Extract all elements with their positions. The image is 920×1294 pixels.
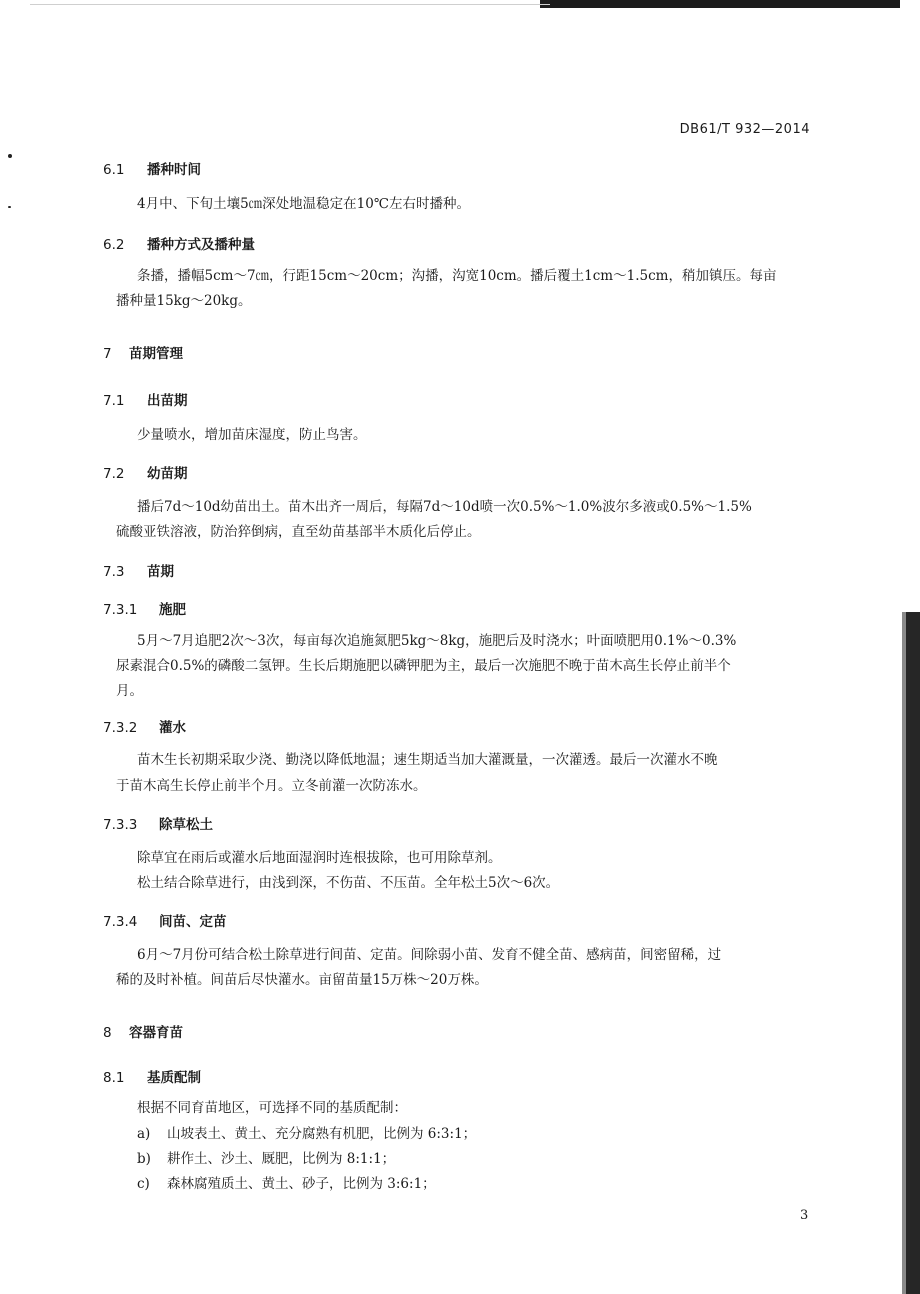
paragraph-continued: 硫酸亚铁溶液，防治猝倒病，直至幼苗基部半木质化后停止。 [116,524,481,540]
section-title: 间苗、定苗 [159,914,227,930]
scan-edge-line [30,4,550,5]
paragraph: 苗木生长初期采取少浇、勤浇以降低地温；速生期适当加大灌溉量，一次灌透。最后一次灌水不晚 [137,752,718,768]
paragraph: 6月～7月份可结合松土除草进行间苗、定苗。间除弱小苗、发育不健全苗、感病苗，间密留稀，过 [137,947,722,963]
heading-7-3-3 [103,813,213,833]
paragraph-continued: 播种量15kg～20kg。 [116,293,252,309]
section-number: 8 [103,1025,112,1041]
section-number: 7 [103,346,112,362]
section-title: 灌水 [159,720,186,736]
section-number: 8.1 [103,1070,125,1086]
list-marker: c) [137,1176,150,1192]
section-number: 6.1 [103,162,125,178]
section-title: 播种方式及播种量 [147,237,255,253]
section-number: 6.2 [103,237,125,253]
list-intro: 根据不同育苗地区，可选择不同的基质配制： [137,1100,407,1116]
section-title: 基质配制 [147,1070,201,1086]
section-number: 7.3.2 [103,720,138,736]
standard-code: DB61/T 932—2014 [679,122,810,137]
section-number: 7.2 [103,466,125,482]
section-title: 出苗期 [147,393,188,409]
list-item [137,1122,476,1147]
scan-speck [8,154,12,158]
section-number: 7.3 [103,564,125,580]
paragraph: 播后7d～10d幼苗出土。苗木出齐一周后，每隔7d～10d喷一次0.5%～1.0%波尔多液或0.5%～1.5% [137,499,752,515]
heading-7-3-4 [103,910,227,930]
section-title: 播种时间 [147,162,201,178]
paragraph: 松土结合除草进行，由浅到深，不伤苗、不压苗。全年松土5次～6次。 [137,875,560,891]
paragraph-continued: 尿素混合0.5%的磷酸二氢钾。生长后期施肥以磷钾肥为主，最后一次施肥不晚于苗木高生长停止前半个 [116,658,731,674]
heading-7-3-1 [103,598,186,618]
paragraph: 5月～7月追肥2次～3次，每亩每次追施氮肥5kg～8kg，施肥后及时浇水；叶面喷肥用0.1%～0.3% [137,633,737,649]
list-marker: a) [137,1126,151,1142]
paragraph: 除草宜在雨后或灌水后地面湿润时连根拔除，也可用除草剂。 [137,850,502,866]
heading-8-1 [103,1066,201,1086]
section-title: 苗期 [147,564,174,580]
heading-7 [103,342,183,362]
list-item [137,1172,436,1197]
section-number: 7.3.3 [103,817,138,833]
heading-8 [103,1021,183,1041]
paragraph: 4月中、下旬土壤5㎝深处地温稳定在10℃左右时播种。 [137,196,470,212]
scan-edge-right [906,612,920,1294]
section-title: 施肥 [159,602,186,618]
paragraph-continued: 稀的及时补植。间苗后尽快灌水。亩留苗量15万株～20万株。 [116,972,488,988]
list-item-text: 山坡表土、黄土、充分腐熟有机肥，比例为 6:3:1； [167,1126,477,1142]
paragraph-continued: 月。 [116,683,143,699]
heading-7-3 [103,560,174,580]
list-marker: b) [137,1151,151,1167]
page-number: 3 [800,1208,809,1223]
heading-7-3-2 [103,716,186,736]
section-number: 7.1 [103,393,125,409]
heading-6-1 [103,158,201,178]
paragraph: 少量喷水，增加苗床湿度，防止鸟害。 [137,427,367,443]
section-title: 苗期管理 [129,346,183,362]
scan-speck [8,206,11,208]
section-number: 7.3.1 [103,602,138,618]
list-item-text: 耕作土、沙土、厩肥，比例为 8:1:1； [167,1151,396,1167]
section-title: 容器育苗 [129,1025,183,1041]
heading-7-1 [103,389,188,409]
section-title: 除草松土 [159,817,213,833]
section-title: 幼苗期 [147,466,188,482]
heading-7-2 [103,462,188,482]
paragraph: 条播，播幅5cm～7㎝，行距15cm～20cm；沟播，沟宽10cm。播后覆土1cm～1.5cm，稍加镇压。每亩 [137,268,777,284]
list-item [137,1147,395,1172]
paragraph-continued: 于苗木高生长停止前半个月。立冬前灌一次防冻水。 [116,778,427,794]
section-number: 7.3.4 [103,914,138,930]
scan-edge-top [540,0,900,8]
heading-6-2 [103,233,255,253]
list-item-text: 森林腐殖质土、黄土、砂子，比例为 3:6:1； [167,1176,436,1192]
